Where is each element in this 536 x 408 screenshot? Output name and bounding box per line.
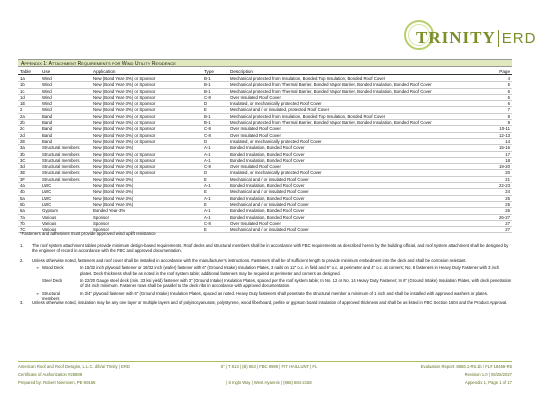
cell-page: 9 bbox=[507, 120, 510, 126]
cell-page: 21 bbox=[505, 176, 510, 182]
cell-page: 17 bbox=[505, 151, 510, 157]
cell-table: 7b bbox=[20, 220, 25, 226]
attachment-table-body bbox=[18, 76, 512, 233]
cell-table: 5a bbox=[20, 195, 25, 201]
cell-page: 6 bbox=[507, 88, 510, 94]
cell-table: 4b bbox=[20, 189, 25, 195]
cell-description: Insulated, or mechanically protected Roof Cover bbox=[230, 138, 322, 144]
cell-application: New (Bond Year-3%) bbox=[93, 189, 134, 195]
cell-type: D bbox=[204, 170, 208, 176]
logo-suffix: ERD bbox=[498, 30, 536, 47]
cell-table: 4a bbox=[20, 183, 25, 189]
trinity-erd-logo bbox=[402, 18, 536, 58]
cell-page: 6 bbox=[507, 101, 510, 107]
cell-page: 18 bbox=[505, 157, 510, 163]
cell-type: C-8 bbox=[204, 126, 211, 132]
cell-use: Wind bbox=[42, 82, 52, 88]
note-text: Unless otherwise noted, insulation may be any one layer or multiple layers and of polyisocyanurate, polystyrene, wood fiberboard, perlite or gypsum board insulation of approved thickness and shall be as listed in FBC Section 1504 and the Product Approval. bbox=[32, 300, 508, 306]
cell-application: New (Bond Year-3%) or Sponsor bbox=[93, 101, 156, 107]
header-use: Use bbox=[42, 69, 51, 74]
footer-right: Appendix 1, Page 1 of 17 bbox=[464, 380, 512, 385]
cell-application: New (Bond Year-3%) bbox=[93, 176, 134, 182]
note-number: 1. bbox=[20, 243, 24, 248]
footer-mid: | 8 Inglo Way | West Hyannis | (866) 584-2158 bbox=[226, 380, 312, 385]
cell-use: Band bbox=[42, 126, 53, 132]
cell-type: E bbox=[204, 227, 207, 233]
cell-application: Sponsor bbox=[93, 220, 110, 226]
cell-application: New (Bond Year-3%) bbox=[93, 145, 134, 151]
footer-rule bbox=[18, 361, 512, 362]
cell-table: 2b bbox=[20, 120, 25, 126]
cell-use: Structural members bbox=[42, 157, 80, 163]
cell-page: 25 bbox=[505, 195, 510, 201]
logo-text bbox=[416, 28, 536, 48]
note-subitem bbox=[32, 290, 512, 302]
cell-description: Bonded Insulation, Bonded Roof Cover bbox=[230, 157, 305, 163]
cell-type: A-1 bbox=[204, 208, 211, 214]
cell-description: Bonded Insulation, Bonded Roof Cover bbox=[230, 151, 305, 157]
cell-use: Various bbox=[42, 220, 57, 226]
cell-table: 6a bbox=[20, 208, 25, 214]
cell-page: 8 bbox=[507, 113, 510, 119]
cell-type: D bbox=[204, 138, 208, 144]
header-description: Description bbox=[230, 69, 253, 74]
cell-description: Mechanical protected from Thermal Barrier, Bonded Vapor Barrier, Bonded Insulation, Bonded Roof Cover bbox=[230, 82, 432, 88]
cell-type: B-1 bbox=[204, 88, 211, 94]
cell-use: Structural members bbox=[42, 176, 80, 182]
cell-use: LWC bbox=[42, 183, 52, 189]
cell-application: New (Bond Year-3%) or Sponsor bbox=[93, 151, 156, 157]
cell-description: Over Insulated Roof Cover bbox=[230, 164, 281, 170]
subitem-label: Steel Deck bbox=[42, 278, 63, 284]
footer-left: Prepared by: Robert Nieminen, PE-59166 bbox=[18, 380, 96, 385]
cell-table: 1c bbox=[20, 88, 25, 94]
notes-section bbox=[18, 243, 512, 310]
cell-table: 7a bbox=[20, 214, 25, 220]
cell-description: Insulated, or mechanically protected Roof Cover bbox=[230, 170, 322, 176]
cell-table: 1b bbox=[20, 82, 25, 88]
cell-type: A-1 bbox=[204, 151, 211, 157]
note-subitem bbox=[32, 278, 512, 289]
cell-application: New (Bond Year-3%) or Sponsor bbox=[93, 138, 156, 144]
subitem-text: In 22/20 Gauge steel deck (min. 33 ksi yield) fastener with 3" (Ground Intake) Insulation Plates, spaced per the roof system table; In No. 12 or No. 14 Heavy Duty Fastener; In 6" (Ground Intake) Insulation Plates, with deck penetration of 3/4 inch minimum. Fastener rows shall be parallel to the deck ribs in accordance with approved documentation. bbox=[80, 278, 512, 289]
header-page: Page bbox=[499, 69, 510, 74]
cell-table: 1d bbox=[20, 94, 25, 100]
cell-description: Mechanical protected from Thermal Barrier, Bonded Vapor Barrier, Bonded Insulation, Bonded Roof Cover bbox=[230, 88, 432, 94]
cell-page: 19-20 bbox=[499, 164, 510, 170]
cell-page: 22-23 bbox=[499, 183, 510, 189]
cell-description: Mechanical and / or insulated Roof Cover bbox=[230, 227, 309, 233]
cell-page: 14 bbox=[505, 138, 510, 144]
cell-type: B-1 bbox=[204, 120, 211, 126]
cell-use: Wind bbox=[42, 76, 52, 81]
cell-type: D bbox=[204, 101, 208, 107]
cell-type: B-1 bbox=[204, 76, 211, 81]
cell-use: Band bbox=[42, 138, 53, 144]
cell-description: Bonded Insulation, Bonded Roof Cover bbox=[230, 208, 305, 214]
cell-application: New (Bond Year-3%) or Sponsor bbox=[93, 120, 156, 126]
cell-page: 7 bbox=[507, 107, 510, 113]
table-header bbox=[18, 68, 512, 75]
cell-type: C-8 bbox=[204, 94, 211, 100]
cell-type: C-8 bbox=[204, 220, 211, 226]
cell-page: 12-13 bbox=[499, 132, 510, 138]
cell-table: 1a bbox=[20, 76, 25, 81]
note-number: 2. bbox=[20, 257, 24, 263]
cell-type: A-1 bbox=[204, 183, 211, 189]
cell-table: 3a bbox=[20, 145, 25, 151]
cell-use: Various bbox=[42, 214, 57, 220]
cell-application: New (Bond Year-3%) or Sponsor bbox=[93, 88, 156, 94]
cell-application: Sponsor bbox=[93, 214, 110, 220]
cell-page: 26-27 bbox=[499, 214, 510, 220]
cell-use: Structural members bbox=[42, 170, 80, 176]
cell-page: 6 bbox=[507, 94, 510, 100]
note bbox=[18, 243, 512, 254]
cell-application: New (Bond Year-3%) or Sponsor bbox=[93, 126, 156, 132]
cell-description: Over Insulated Roof Cover bbox=[230, 132, 281, 138]
cell-table: 5b bbox=[20, 201, 25, 207]
cell-table: 2 bbox=[20, 107, 23, 113]
footer-line bbox=[18, 380, 512, 386]
cell-description: Bonded Insulation, Bonded Roof Cover bbox=[230, 195, 305, 201]
cell-description: Over Insulated Roof Cover bbox=[230, 126, 281, 132]
cell-page: 5 bbox=[507, 82, 510, 88]
cell-page: 4 bbox=[507, 76, 510, 81]
subitem-label: Wood Deck bbox=[42, 265, 64, 271]
footer-left: American Roof and Roof Designs, L.L.C. d/b/a/ Trinity | ERD bbox=[18, 364, 130, 369]
cell-type: A-1 bbox=[204, 157, 211, 163]
cell-table: 2d bbox=[20, 132, 25, 138]
cell-page: 15-16 bbox=[499, 145, 510, 151]
cell-table: 3b bbox=[20, 151, 25, 157]
cell-page: 20 bbox=[505, 170, 510, 176]
footer-left: Certificate of Authorization #28888 bbox=[18, 372, 83, 377]
cell-table: 7C bbox=[20, 227, 26, 233]
cell-application: New (Bond Year-3%) or Sponsor bbox=[93, 157, 156, 163]
cell-type: A-1 bbox=[204, 145, 211, 151]
footer-line bbox=[18, 372, 512, 378]
cell-table: 3d bbox=[20, 164, 25, 170]
cell-page: 27 bbox=[505, 220, 510, 226]
cell-use: Structural members bbox=[42, 145, 80, 151]
footer-line bbox=[18, 364, 512, 370]
cell-type: C-8 bbox=[204, 164, 211, 170]
note-text: The roof system attachment tables provide minimum design-based requirements. Roof decks and structural members shall be in accordance with FBC requirements as described herein by the building official, and roof system attachment shall be designed by the engineer of record in accordance with the FBC and approved documentation. bbox=[32, 243, 509, 254]
subitem-text: In 3/4" plywood fastener with 6" (Ground Intake) Insulation Plates, spaced as noted. Heavy Duty fasteners shall penetrate the structural member a minimum of 1 inch and shall be installed with approved washers or plates. bbox=[80, 290, 488, 296]
cell-description: Insulated, or mechanically protected Roof Cover bbox=[230, 101, 322, 107]
cell-application: Bonded Year-3% bbox=[93, 208, 126, 214]
cell-application: New (Bond Year-3%) or Sponsor bbox=[93, 107, 156, 113]
cell-description: Mechanical protected from Thermal Barrier, Bonded Vapor Barrier, Bonded Insulation, Bonded Roof Cover bbox=[230, 120, 432, 126]
cell-type: E bbox=[204, 201, 207, 207]
subitem-text: In 15/32 inch plywood fastener or 19/32 inch (wafer) fastener with 6" (Ground Intake) Insulation Plates, 3 nails on 12" o.c. in field and 6" o.c. at perimeter and 4" o.c. at corners; No. 8 fasteners in Heavy Duty Fastener with 3 inch plates. Deck thickness shall be as noted in the roof system table; additional fasteners may be required at perimeter and corners as designed. bbox=[80, 265, 500, 276]
cell-application: New (Bond Year-3%) or Sponsor bbox=[93, 170, 156, 176]
cell-type: E bbox=[204, 189, 207, 195]
cell-use: Band bbox=[42, 113, 53, 119]
note-text: Unless otherwise noted, fasteners and roof cover shall be installed in accordance with the manufacturer's instructions. Fasteners shall be of sufficient length to provide minimum embedment into the deck and shall be corrosion resistant. bbox=[32, 257, 467, 263]
cell-description: Mechanical protected from Insulation, Bonded Top Insulation, Bonded Roof Cover bbox=[230, 113, 386, 119]
cell-application: New (Bond Year-3%) or Sponsor bbox=[93, 76, 156, 81]
cell-page: 10-11 bbox=[499, 126, 510, 132]
cell-application: Sponsor bbox=[93, 227, 110, 233]
cell-type: E bbox=[204, 176, 207, 182]
note bbox=[18, 300, 512, 305]
note bbox=[18, 257, 512, 302]
cell-description: Over Insulated Roof Cover bbox=[230, 94, 281, 100]
cell-description: Bonded Insulation, Bonded Roof Cover bbox=[230, 145, 305, 151]
cell-type: A-1 bbox=[204, 214, 211, 220]
cell-application: New (Bond Year-3%) or Sponsor bbox=[93, 94, 156, 100]
cell-table: 3F bbox=[20, 176, 26, 182]
cell-use: Structural members bbox=[42, 151, 80, 157]
bullet-arrow-icon: ➢ bbox=[36, 265, 40, 271]
cell-table: 2E bbox=[20, 138, 26, 144]
cell-application: New (Bond Year-3%) bbox=[93, 195, 134, 201]
cell-description: Bonded Insulation, Bonded Roof Cover bbox=[230, 183, 305, 189]
footer-right: Revision 1.0 | 06/25/2027 bbox=[464, 372, 512, 377]
cell-description: Mechanical and / or insulated, protected Roof Cover bbox=[230, 107, 330, 113]
cell-table: 1E bbox=[20, 101, 26, 107]
cell-use: Wind bbox=[42, 107, 52, 113]
cell-page: 25 bbox=[505, 201, 510, 207]
cell-use: Wind bbox=[42, 101, 52, 107]
cell-use: Band bbox=[42, 120, 53, 126]
cell-use: Band bbox=[42, 132, 53, 138]
cell-table: 3C bbox=[20, 157, 26, 163]
subitem-label: Structural members bbox=[42, 290, 60, 302]
cell-type: B-1 bbox=[204, 82, 211, 88]
cell-description: Mechanical and / or insulated Roof Cover bbox=[230, 189, 309, 195]
cell-page: 24 bbox=[505, 189, 510, 195]
cell-page: 27 bbox=[505, 227, 510, 233]
cell-use: Structural members bbox=[42, 164, 80, 170]
cell-application: New (Bond Year-3%) or Sponsor bbox=[93, 113, 156, 119]
cell-table: 2c bbox=[20, 126, 25, 132]
cell-table: 3E bbox=[20, 170, 26, 176]
cell-use: Various bbox=[42, 227, 57, 233]
cell-type: C-8 bbox=[204, 132, 211, 138]
footer-right: Evaluation Report: 8856.1-R6.1b / FL# 18456-R5 bbox=[420, 364, 512, 369]
cell-use: Wind bbox=[42, 94, 52, 100]
header-application: Application bbox=[93, 69, 116, 74]
logo-name: TRINITY bbox=[416, 28, 496, 47]
table-footnote: *Fasteners and adhesives must provide approved wind uplift resistance bbox=[20, 231, 156, 236]
appendix-title: Appendix 1: Attachment Requirements for Wind Utility Residence bbox=[18, 59, 512, 67]
cell-use: LWC bbox=[42, 195, 52, 201]
cell-page: 26 bbox=[505, 208, 510, 214]
cell-use: Wind bbox=[42, 88, 52, 94]
cell-description: Mechanical protected from Insulation, Bonded Top Insulation, Bonded Roof Cover bbox=[230, 76, 386, 81]
cell-description: Mechanical and / or insulated Roof Cover bbox=[230, 176, 309, 182]
cell-application: New (Bond Year-3%) bbox=[93, 183, 134, 189]
cell-application: New (Bond Year-3%) or Sponsor bbox=[93, 82, 156, 88]
cell-description: Bonded Insulation, Bonded Roof Cover bbox=[230, 214, 305, 220]
note-number: 3. bbox=[20, 300, 24, 306]
cell-use: LWC bbox=[42, 201, 52, 207]
footer-mid: 6° | T 813 | (B) 863 | FBC 9999 | FIT HAILLUNT | FL bbox=[220, 364, 318, 369]
cell-type: E bbox=[204, 107, 207, 113]
cell-application: New (Bond Year-3%) or Sponsor bbox=[93, 132, 156, 138]
cell-description: Over Insulated Roof Cover bbox=[230, 220, 281, 226]
cell-table: 2a bbox=[20, 113, 25, 119]
cell-use: LWC bbox=[42, 189, 52, 195]
cell-application: New (Bond Year-3%) or Sponsor bbox=[93, 164, 156, 170]
cell-description: Mechanical and / or insulated Roof Cover bbox=[230, 201, 309, 207]
cell-type: B-1 bbox=[204, 113, 211, 119]
cell-application: New (Bond Year-3%) bbox=[93, 201, 134, 207]
cell-use: Gypsum bbox=[42, 208, 58, 214]
note-subitem bbox=[32, 265, 512, 276]
cell-type: A-1 bbox=[204, 195, 211, 201]
header-table: Table bbox=[20, 69, 31, 74]
header-type: Type bbox=[204, 69, 214, 74]
bullet-arrow-icon: ➢ bbox=[36, 290, 40, 296]
